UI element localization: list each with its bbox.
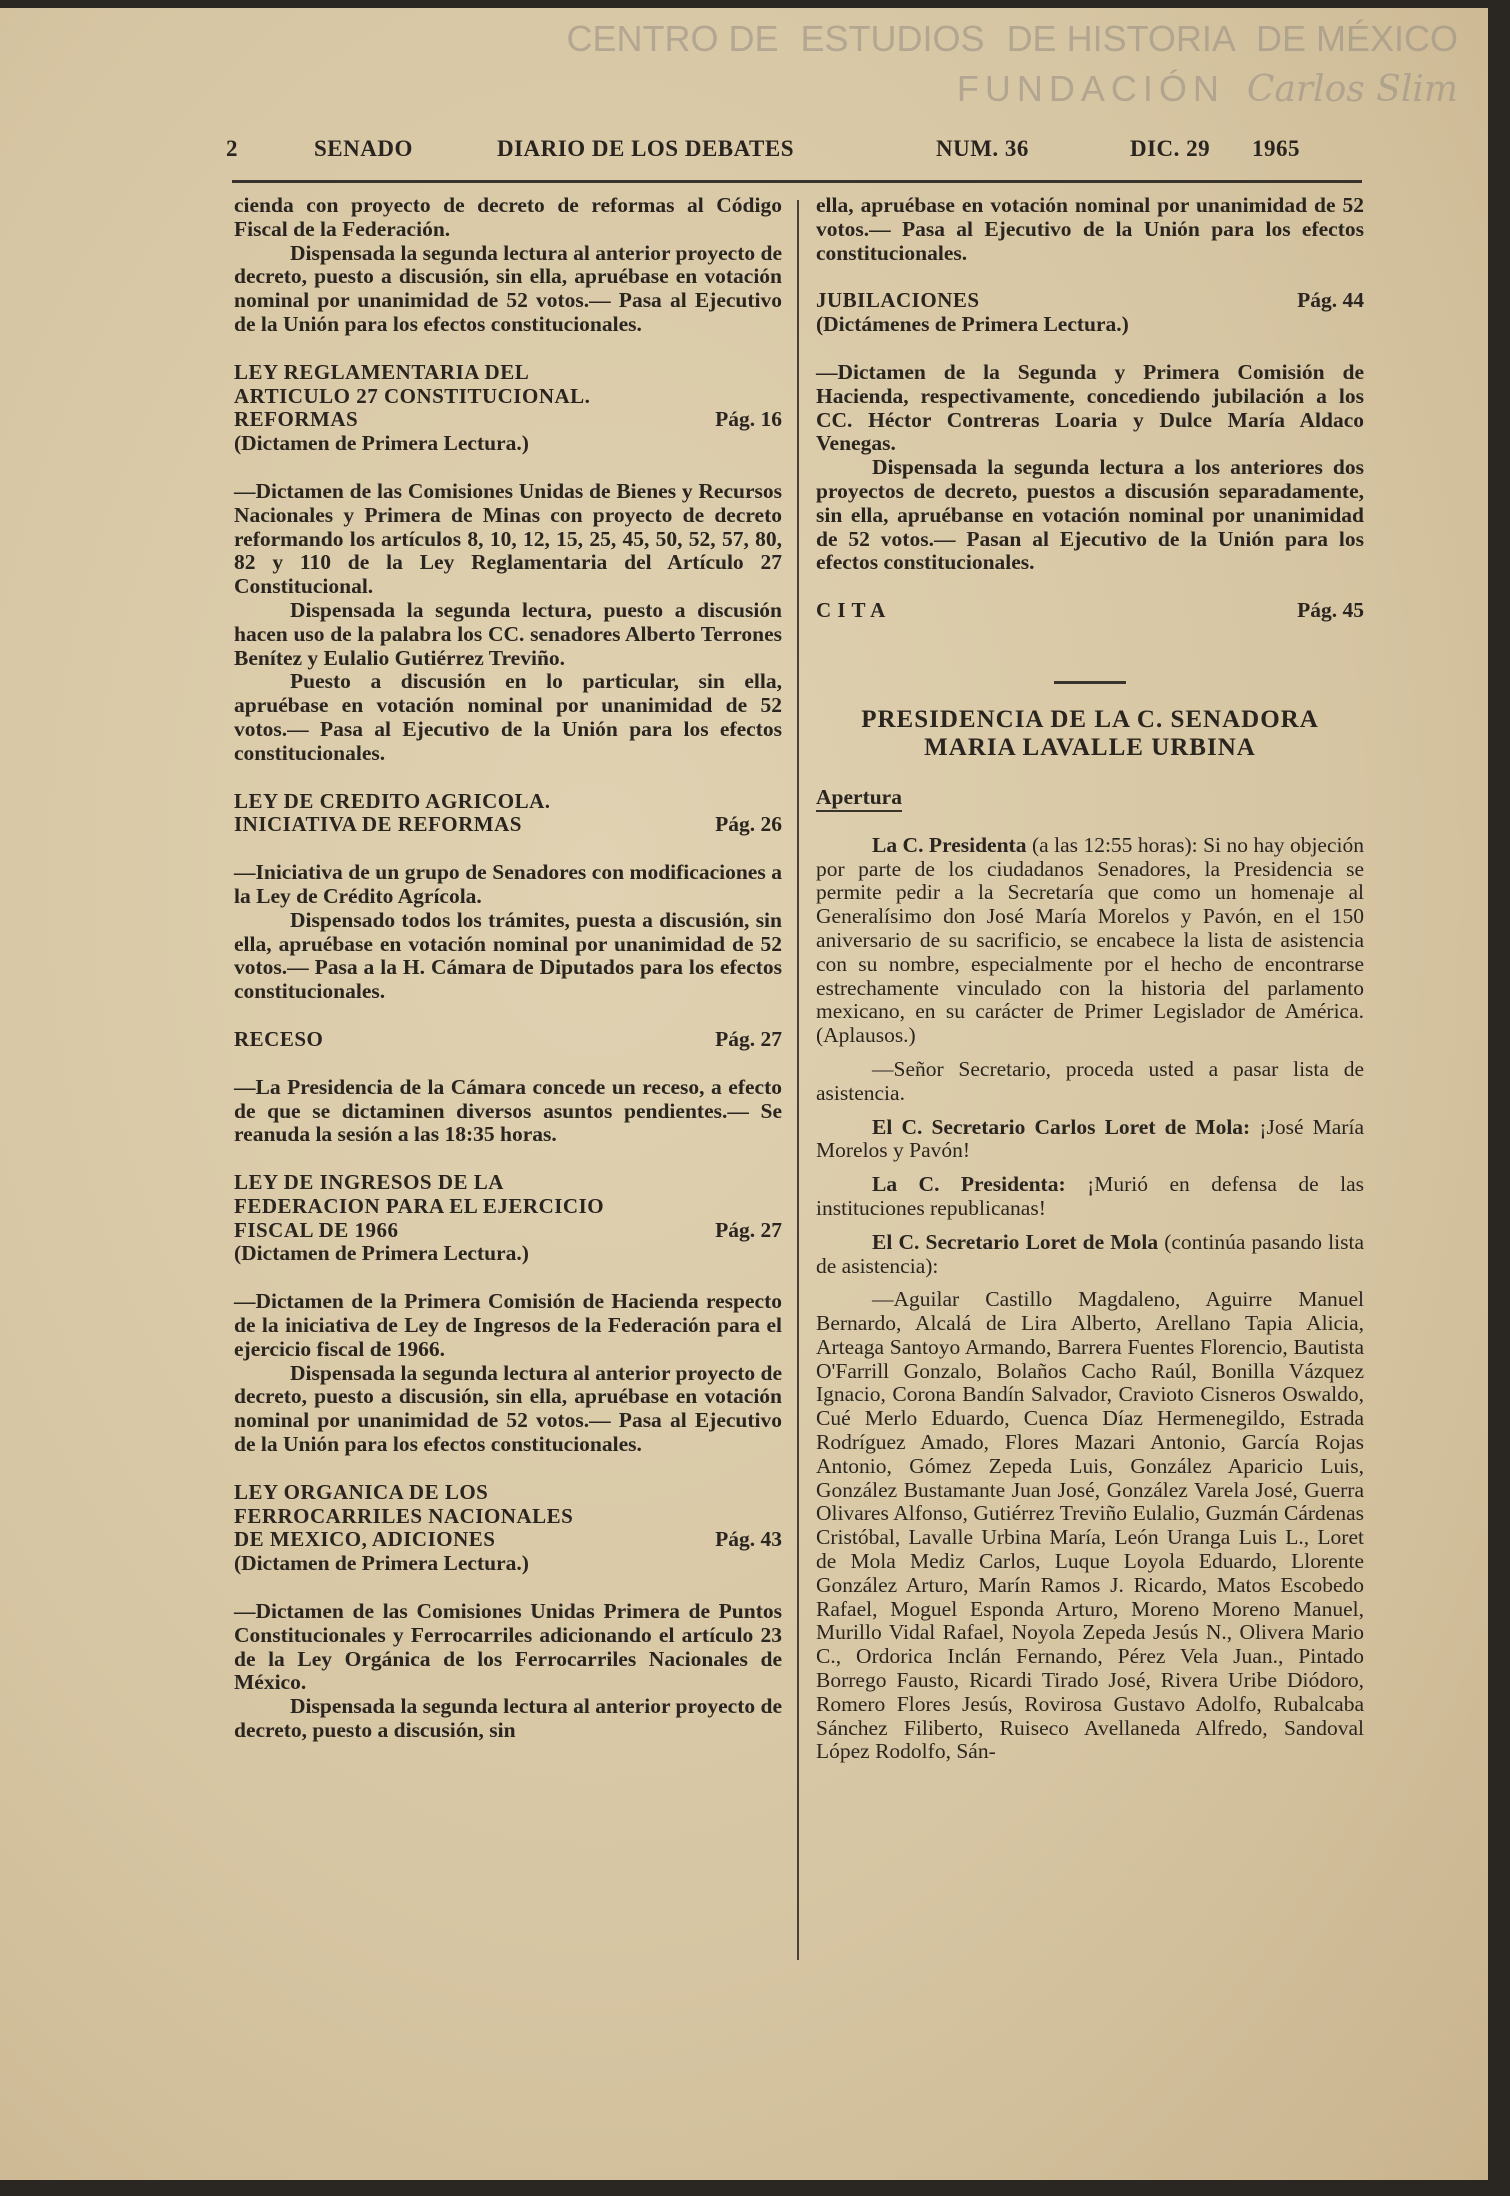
section-heading [234,1171,782,1242]
section-subtitle: (Dictamen de Primera Lectura.) [234,431,529,456]
watermark [554,14,1458,115]
running-header [222,136,1372,166]
watermark-row [554,14,1458,64]
right-column [816,194,1364,1764]
speech-text: —Aguilar Castillo Magdaleno, Aguirre Manuel Bernardo, Alcalá de Lira Alberto, Arellano Tapia Alicia, Arteaga Santoyo Armando, Barrera Fuentes Florencio, Bautista O'Farrill Gonzalo, Bolaños Cacho Raúl, Bonilla Vázquez Ignacio, Corona Bandín Salvador, Cravioto Cisneros Oswaldo, Cué Merlo Eduardo, Cuenca Díaz Hermenegildo, Estrada Rodríguez Amado, Flores Mazari Antonio, García Rojas Antonio, Gómez Zepeda Luis, González Aparicio Luis, González Bustamante Juan José, González Varela José, Guerra Olivares Alfonso, Gutiérrez Treviño Eulalio, Guzmán Cárdenas Cristóbal, Lavalle Urbina María, León Uranga Luis L., Loret de Mola Mediz Carlos, Luque Loyola Eduardo, Llorente González Arturo, Marín Ramos J. Ricardo, Matos Escobedo Rafael, Moguel Esponda Arturo, Moreno Moreno Manuel, Murillo Vidal Rafael, Noyola Zepeda Jesús N., Olivera Mario C., Ordorica Inclán Fernando, Pérez Vela Juan., Pintado Borrego Fausto, Ricardi Tirado José, Rivera Uribe Diódoro, Romero Flores Jesús, Rovirosa Gustavo Adolfo, Rubalcaba Sánchez Filiberto, Ruiseco Avellaneda Alfredo, Sandoval López Rodolfo, Sán- [816,1287,1364,1764]
speaker-name: El C. Secretario Carlos Loret de Mola: [872,1114,1251,1139]
header-section: SENADO [314,136,413,161]
page-reference: Pág. 43 [715,1527,782,1552]
page-reference: Pág. 27 [715,1026,782,1051]
speech-paragraph [816,834,1364,1048]
page-number: 2 [226,136,238,161]
section-subtitle: (Dictámenes de Primera Lectura.) [816,312,1129,337]
heading-line: RECESO [234,1026,324,1051]
heading-line: FEDERACION PARA EL EJERCICIO [234,1193,605,1218]
section-heading [816,599,1364,623]
speaker-name: La C. Presidenta [872,832,1027,857]
paragraph: Dispensada la segunda lectura al anterior proyecto de decreto, puesto a discusión, sin [234,1694,782,1743]
column-divider [797,200,799,1960]
heading-line: REFORMAS [234,407,359,432]
heading-line: JUBILACIONES [816,288,980,313]
spacer [234,837,782,861]
page-reference: Pág. 27 [715,1217,782,1242]
speech-paragraph [816,1173,1364,1221]
spacer [816,623,1364,647]
section [816,289,1364,575]
page-reference: Pág. 26 [715,812,782,837]
watermark-line: CENTRO DE [566,18,779,59]
section-heading [234,1028,782,1052]
section-subtitle: (Dictamen de Primera Lectura.) [234,1241,529,1266]
paragraph: —Dictamen de las Comisiones Unidas de Bienes y Recursos Nacionales y Primera de Minas con proyecto de decreto reformando los artículos 8, 10, 12, 15, 25, 45, 50, 52, 57, 80, 82 y 110 de la Ley Reglamentaria del Artículo 27 Constitucional. [234,478,782,599]
speech-text: ¡José María Morelos y Pavón! [816,1114,1364,1163]
paragraph: Dispensada la segunda lectura a los anteriores dos proyectos de decreto, puestos a discusión separadamente, sin ella, apruébanse en votación nominal por unanimidad de 52 votos.— Pasan al Ejecutivo de la Unión para los efectos constitucionales. [816,455,1364,575]
heading-line: C I T A [816,598,886,623]
section [234,1481,782,1743]
chapter-heading [816,706,1364,762]
watermark-signature: Carlos Slim [1246,69,1458,110]
heading-line: INICIATIVA DE REFORMAS [234,812,522,837]
header-issue: NUM. 36 [936,136,1029,161]
left-column [234,194,782,1743]
speech-text: (continúa pasando lista de asistencia): [816,1229,1364,1278]
watermark-line: DE MÉXICO [1255,18,1458,59]
heading-line: FERROCARRILES NACIONALES [234,1503,574,1528]
section-heading [816,289,1364,313]
paragraph: —Dictamen de las Comisiones Unidas Primera de Puntos Constitucionales y Ferrocarriles adicionando el artículo 23 de la Ley Orgánica de los Ferrocarriles Nacionales de México. [234,1599,782,1695]
paragraph: —Dictamen de la Segunda y Primera Comisión de Hacienda, respectivamente, concediendo jubilación a los CC. Héctor Contreras Loaria y Dulce María Aldaco Venegas. [816,359,1364,456]
watermark-line: DE HISTORIA [1006,18,1234,59]
spacer [234,1052,782,1076]
page-reference: Pág. 45 [1297,598,1364,623]
section-heading [234,790,782,838]
speaker-name: El C. Secretario Loret de Mola [872,1229,1159,1254]
paragraph: —Dictamen de la Primera Comisión de Hacienda respecto de la iniciativa de Ley de Ingresos de la Federación para el ejercicio fiscal de 1966. [234,1289,782,1361]
watermark-row [554,64,1458,115]
heading-line: LEY DE INGRESOS DE LA [234,1170,504,1195]
chapter-heading-line: PRESIDENCIA DE LA C. SENADORA [861,705,1319,733]
paragraph: —Iniciativa de un grupo de Senadores con modificaciones a la Ley de Crédito Agrícola. [234,860,782,908]
section [234,790,782,1004]
paragraph: Puesto a discusión en lo particular, sin ella, apruébase en votación nominal por unanimidad de 52 votos.— Pasa al Ejecutivo de la Unión para los efectos constitucionales. [234,669,782,765]
chapter-heading-line: MARIA LAVALLE URBINA [924,733,1256,761]
heading-line: LEY ORGANICA DE LOS [234,1479,489,1504]
header-year: 1965 [1252,136,1300,161]
section-heading [234,361,782,432]
section [234,1028,782,1147]
section-subtitle: (Dictamen de Primera Lectura.) [234,1551,529,1576]
paragraph: —La Presidencia de la Cámara concede un receso, a efecto de que se dictaminen diversos asuntos pendientes.— Se reanuda la sesión a las 18:35 horas. [234,1074,782,1147]
subsection-label: Apertura [816,786,902,812]
section [234,1171,782,1457]
speech-text: ¡Murió en defensa de las instituciones republicanas! [816,1172,1364,1220]
paragraph: Dispensada la segunda lectura, puesto a discusión hacen uso de la palabra los CC. senadores Alberto Terrones Benítez y Eulalio Gutiérrez Treviño. [234,597,782,670]
watermark-line: ESTUDIOS [800,18,985,59]
speech-paragraph [816,1058,1364,1106]
heading-line: DE MEXICO, ADICIONES [234,1527,496,1552]
section-heading [234,1481,782,1552]
header-rule [232,180,1362,183]
speech-text: —Señor Secretario, proceda usted a pasar lista de asistencia. [816,1056,1364,1105]
page-reference: Pág. 16 [715,407,782,432]
heading-line: LEY DE CREDITO AGRICOLA. [234,788,551,813]
paragraph: ella, apruébase en votación nominal por unanimidad de 52 votos.— Pasa al Ejecutivo de la Unión para los efectos constitucionales. [816,193,1364,265]
paragraph: Dispensada la segunda lectura al anterior proyecto de decreto, puesto a discusión, sin ella, apruébase en votación nominal por unanimidad de 52 votos.— Pasa al Ejecutivo de la Unión para los efectos constitucionales. [234,240,782,336]
section [816,599,1364,647]
header-date: DIC. 29 [1130,136,1211,161]
speech-paragraph [816,1116,1364,1164]
heading-line: FISCAL DE 1966 [234,1217,399,1242]
document-page [0,8,1488,2180]
heading-line: LEY REGLAMENTARIA DEL [234,359,530,384]
speech-text: (a las 12:55 horas): Si no hay objeción por parte de los ciudadanos Senadores, la Presidencia se permite pedir a la Secretaría que como un homenaje al Generalísimo don José María Morelos y Pavón, en el 150 aniversario de su sacrificio, se encabece la lista de asistencia con su nombre, especialmente por el hecho de encontrarse estrechamente vinculado con la historia del parlamento mexicano, en su carácter de Primer Legislador de América. (Aplausos.) [816,832,1364,1048]
speaker-name: La C. Presidenta: [872,1172,1066,1197]
paragraph: Dispensado todos los trámites, puesta a discusión, sin ella, apruébase en votación nominal por unanimidad de 52 votos.— Pasa a la H. Cámara de Diputados para los efectos constitucionales. [234,907,782,1004]
short-rule [1054,681,1126,684]
page-reference: Pág. 44 [1297,288,1364,313]
section [234,361,782,766]
heading-line: ARTICULO 27 CONSTITUCIONAL. [234,383,591,408]
paragraph: cienda con proyecto de decreto de reformas al Código Fiscal de la Federación. [234,193,782,241]
paragraph: Dispensada la segunda lectura al anterior proyecto de decreto, puesto a discusión, sin ella, apruébase en votación nominal por unanimidad de 52 votos.— Pasa al Ejecutivo de la Unión para los efectos constitucionales. [234,1360,782,1457]
speech-paragraph [816,1288,1364,1764]
watermark-line: FUNDACIÓN [956,68,1225,109]
speech-paragraph [816,1231,1364,1279]
header-publication: DIARIO DE LOS DEBATES [497,136,795,161]
